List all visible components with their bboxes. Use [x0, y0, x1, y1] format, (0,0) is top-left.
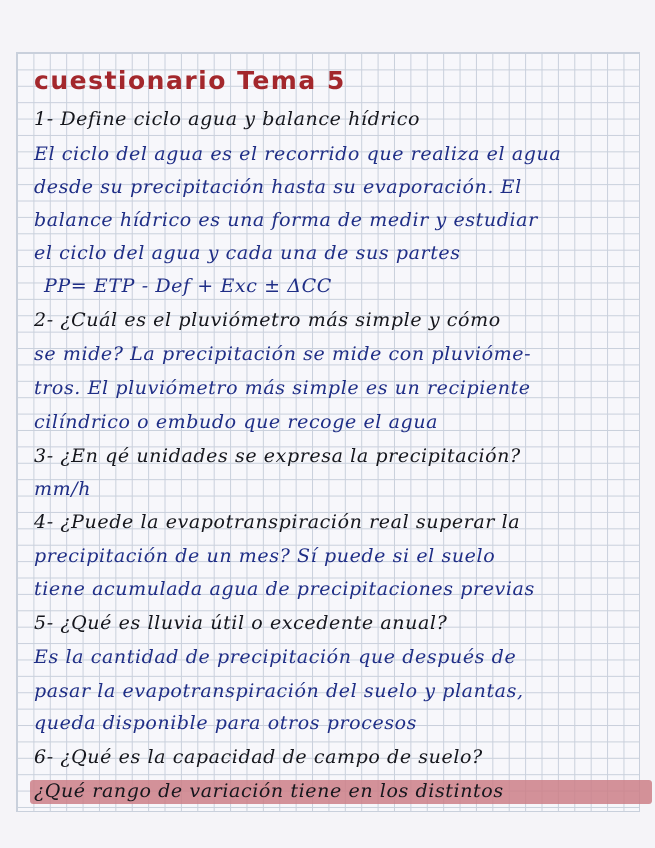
answer-1-line-3: balance hídrico es una forma de medir y estudiar	[34, 209, 538, 231]
answer-1-line-2: desde su precipitación hasta su evaporación. El	[34, 176, 522, 198]
question-2: 2- ¿Cuál es el pluviómetro más simple y cómo	[34, 309, 501, 331]
question-6-line-1: 6- ¿Qué es la capacidad de campo de suelo?	[34, 746, 483, 768]
question-5: 5- ¿Qué es lluvia útil o excedente anual?	[34, 612, 448, 634]
answer-5-line-3: queda disponible para otros procesos	[34, 712, 418, 734]
answer-3: mm/h	[34, 478, 92, 500]
question-4: 4- ¿Puede la evapotranspiración real superar la	[34, 511, 521, 533]
answer-2-line-2: tros. El pluviómetro más simple es un recipiente	[34, 377, 531, 399]
question-6-line-2: ¿Qué rango de variación tiene en los distintos	[34, 780, 504, 802]
answer-4-line-1: precipitación de un mes? Sí puede si el suelo	[34, 545, 496, 567]
answer-2-line-1: se mide? La precipitación se mide con pluvióme-	[34, 343, 532, 365]
question-3: 3- ¿En qé unidades se expresa la precipitación?	[34, 445, 521, 467]
answer-1-line-4: el ciclo del agua y cada una de sus partes	[34, 242, 461, 264]
answer-2-line-3: cilíndrico o embudo que recoge el agua	[34, 411, 439, 433]
question-1: 1- Define ciclo agua y balance hídrico	[34, 108, 421, 130]
answer-1-formula: PP= ETP - Def + Exc ± ΔCC	[44, 275, 332, 297]
page-title: cuestionario Tema 5	[34, 66, 346, 95]
answer-4-line-2: tiene acumulada agua de precipitaciones previas	[34, 578, 535, 600]
answer-5-line-1: Es la cantidad de precipitación que después de	[34, 646, 517, 668]
answer-5-line-2: pasar la evapotranspiración del suelo y plantas,	[34, 680, 524, 702]
answer-1-line-1: El ciclo del agua es el recorrido que realiza el agua	[34, 143, 562, 165]
